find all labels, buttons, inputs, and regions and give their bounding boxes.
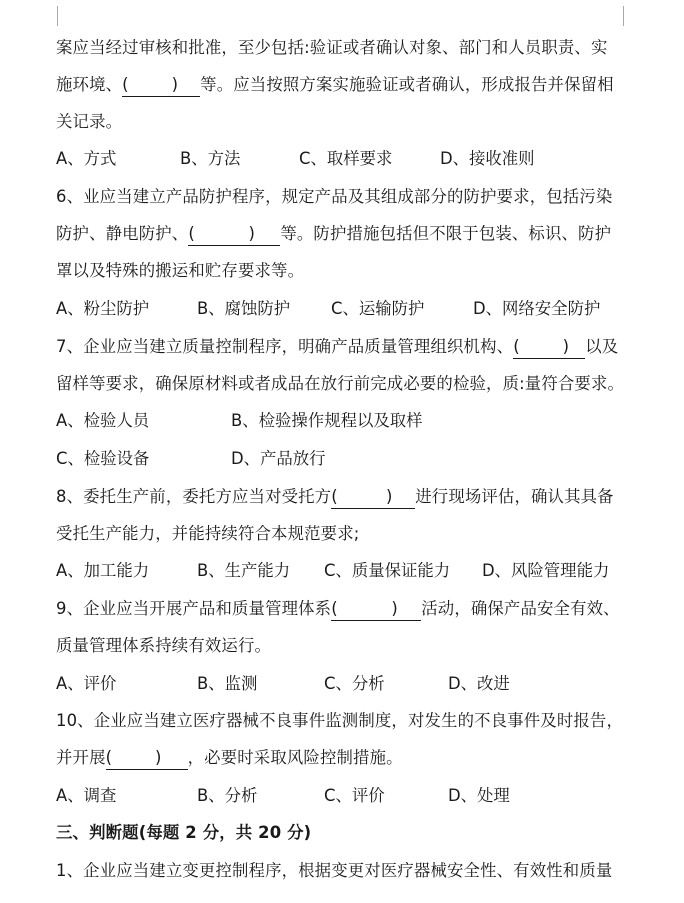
q9-text-before-blank: 9、企业应当开展产品和质量管理体系 bbox=[56, 599, 332, 618]
q5-answer-blank: ( ) bbox=[122, 74, 200, 96]
q9-option-b: B、监测 bbox=[197, 674, 258, 693]
q5-text-before-blank: 施环境、 bbox=[56, 75, 123, 94]
q5-option-c: C、取样要求 bbox=[299, 149, 393, 168]
q6-line-2 bbox=[56, 223, 636, 245]
q8-line-1 bbox=[56, 486, 636, 508]
q7-line-1 bbox=[56, 336, 636, 358]
q7-text-before-blank: 7、企业应当建立质量控制程序，明确产品质量管理组织机构、 bbox=[56, 337, 514, 356]
q7-text-after-blank: 以及 bbox=[585, 337, 619, 356]
q6-option-b: B、腐蚀防护 bbox=[197, 299, 291, 318]
q9-options bbox=[56, 673, 646, 695]
q8-option-d: D、风险管理能力 bbox=[482, 561, 610, 580]
q10-line-2 bbox=[56, 747, 636, 769]
q10-option-b: B、分析 bbox=[197, 786, 258, 805]
q6-answer-blank: ( ) bbox=[188, 223, 280, 245]
q10-option-a: A、调查 bbox=[56, 786, 117, 805]
q9-line-1 bbox=[56, 598, 636, 620]
section-3-q1-line-1: 1、企业应当建立变更控制程序，根据变更对医疗器械安全性、有效性和质量 bbox=[56, 861, 613, 880]
q5-text-after-blank: 等。应当按照方案实施验证或者确认，形成报告并保留相 bbox=[200, 75, 614, 94]
q7-line-2: 留样等要求，确保原材料或者成品在放行前完成必要的检验，质:量符合要求。 bbox=[56, 374, 625, 393]
q8-option-c: C、质量保证能力 bbox=[324, 561, 451, 580]
q10-option-c: C、评价 bbox=[324, 786, 385, 805]
crop-mark-right bbox=[623, 6, 624, 26]
q6-line-3: 罩以及特殊的搬运和贮存要求等。 bbox=[56, 261, 305, 280]
q5-line-1: 案应当经过审核和批准，至少包括:验证或者确认对象、部门和人员职责、实 bbox=[56, 38, 608, 57]
q8-answer-blank: ( ) bbox=[331, 486, 415, 508]
q7-option-c: C、检验设备 bbox=[56, 449, 150, 468]
q6-options bbox=[56, 298, 646, 320]
q5-options bbox=[56, 148, 646, 170]
q9-text-after-blank: 活动，确保产品安全有效、 bbox=[421, 599, 620, 618]
q8-line-2: 受托生产能力，并能持续符合本规范要求; bbox=[56, 524, 360, 543]
q10-text-after-blank: ，必要时采取风险控制措施。 bbox=[187, 748, 403, 767]
q10-answer-blank: ( ) bbox=[106, 747, 188, 769]
q5-line-3: 关记录。 bbox=[56, 112, 123, 131]
q10-line-1: 10、企业应当建立医疗器械不良事件监测制度，对发生的不良事件及时报告， bbox=[56, 711, 623, 730]
q7-options-row-1 bbox=[56, 410, 646, 432]
q8-option-a: A、加工能力 bbox=[56, 561, 150, 580]
q7-option-b: B、检验操作规程以及取样 bbox=[231, 411, 423, 430]
q10-options bbox=[56, 785, 646, 807]
q8-options bbox=[56, 560, 646, 582]
q6-option-d: D、网络安全防护 bbox=[473, 299, 601, 318]
q7-option-a: A、检验人员 bbox=[56, 411, 150, 430]
q10-option-d: D、处理 bbox=[448, 786, 510, 805]
q8-text-after-blank: 进行现场评估，确认其具备 bbox=[415, 487, 614, 506]
section-3-heading: 三、判断题(每题 2 分，共 20 分) bbox=[56, 823, 312, 842]
q5-option-d: D、接收准则 bbox=[440, 149, 535, 168]
q10-text-before-blank: 并开展 bbox=[56, 748, 106, 767]
q9-option-d: D、改进 bbox=[448, 674, 510, 693]
q8-text-before-blank: 8、委托生产前，委托方应当对受托方 bbox=[56, 487, 332, 506]
q9-option-a: A、评价 bbox=[56, 674, 117, 693]
q8-option-b: B、生产能力 bbox=[197, 561, 291, 580]
q7-options-row-2 bbox=[56, 448, 646, 470]
q6-line-1: 6、业应当建立产品防护程序，规定产品及其组成部分的防护要求，包括污染 bbox=[56, 187, 613, 206]
q6-option-c: C、运输防护 bbox=[331, 299, 425, 318]
q5-option-a: A、方式 bbox=[56, 149, 117, 168]
q9-line-2: 质量管理体系持续有效运行。 bbox=[56, 636, 272, 655]
q7-option-d: D、产品放行 bbox=[231, 449, 326, 468]
q5-line-2 bbox=[56, 74, 636, 96]
q9-option-c: C、分析 bbox=[324, 674, 385, 693]
q6-option-a: A、粉尘防护 bbox=[56, 299, 150, 318]
q6-text-after-blank: 等。防护措施包括但不限于包装、标识、防护 bbox=[280, 224, 612, 243]
q9-answer-blank: ( ) bbox=[331, 598, 421, 620]
q6-text-before-blank: 防护、静电防护、 bbox=[56, 224, 189, 243]
q7-answer-blank: ( ) bbox=[513, 336, 585, 358]
q5-option-b: B、方法 bbox=[180, 149, 241, 168]
crop-mark-left bbox=[57, 6, 58, 26]
